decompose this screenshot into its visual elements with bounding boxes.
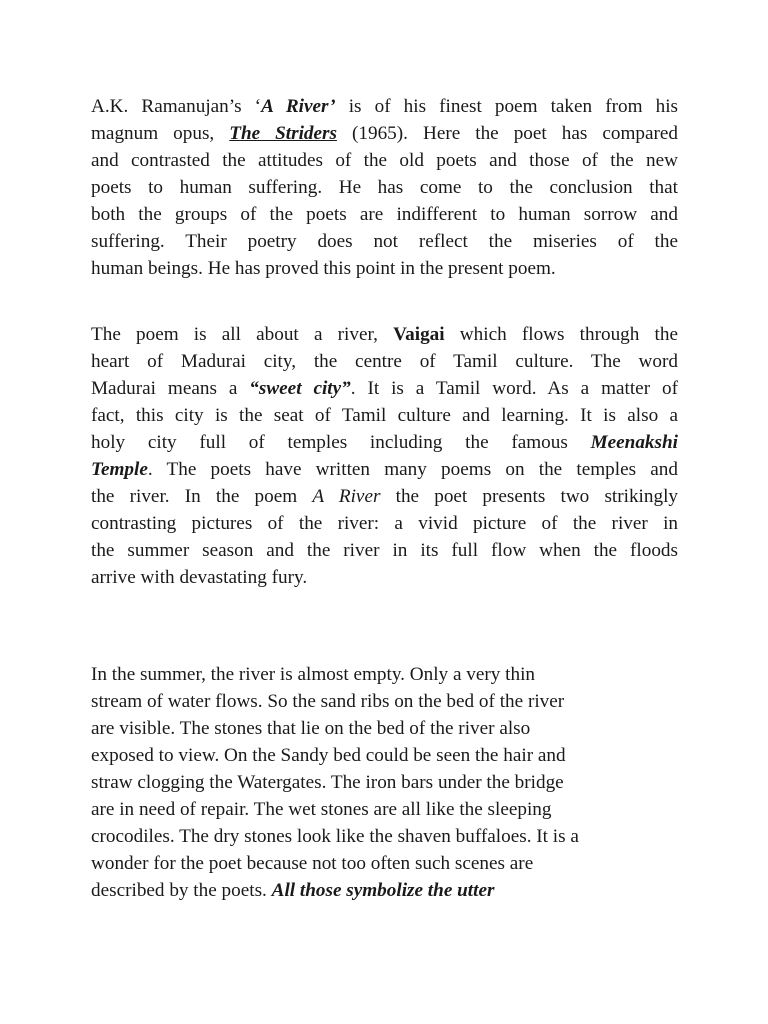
text-line <box>91 456 678 483</box>
text-line <box>91 483 678 510</box>
text-line <box>91 255 678 282</box>
text-line <box>91 321 678 348</box>
text-line <box>91 429 678 456</box>
text-line <box>91 402 678 429</box>
text-line <box>91 661 678 688</box>
text-run: . It is a Tamil word. As a matter of <box>350 378 678 399</box>
text-line <box>91 877 678 904</box>
emphasis-text: The Striders <box>229 123 337 144</box>
text-line <box>91 201 678 228</box>
text-run: suffering. Their poetry does not reflect the miseries of the <box>91 231 678 252</box>
text-line <box>91 564 678 591</box>
text-run: arrive with devastating fury. <box>91 567 308 588</box>
text-run: A.K. Ramanujan’s ‘ <box>91 96 262 117</box>
text-run: wonder for the poet because not too often such scenes are <box>91 853 534 874</box>
text-line <box>91 375 678 402</box>
text-line <box>91 850 678 877</box>
text-run: stream of water flows. So the sand ribs on the bed of the river <box>91 691 565 712</box>
text-line <box>91 769 678 796</box>
text-run: The poem is all about a river, <box>91 324 394 345</box>
text-line <box>91 823 678 850</box>
text-run: . The poets have written many poems on the temples and <box>147 459 678 480</box>
paragraph-summer-river <box>91 661 678 904</box>
text-line <box>91 228 678 255</box>
emphasis-text: Meenakshi <box>590 432 678 453</box>
text-line <box>91 348 678 375</box>
paragraph-vaigai-river <box>91 321 678 591</box>
text-run: the river. In the poem <box>91 486 313 507</box>
emphasis-text: Temple <box>91 459 148 480</box>
text-run: which flows through the <box>444 324 678 345</box>
text-run: holy city full of temples including the famous <box>91 432 591 453</box>
text-run: magnum opus, <box>91 123 230 144</box>
text-line <box>91 715 678 742</box>
text-line <box>91 93 678 120</box>
text-run: exposed to view. On the Sandy bed could be seen the hair and <box>91 745 566 766</box>
text-run: Madurai means a <box>91 378 250 399</box>
text-line <box>91 174 678 201</box>
text-run: are in need of repair. The wet stones are all like the sleeping <box>91 799 552 820</box>
text-run: (1965). Here the poet has compared <box>336 123 678 144</box>
emphasis-text: A River’ <box>261 96 336 117</box>
text-run: both the groups of the poets are indifferent to human sorrow and <box>91 204 678 225</box>
text-run: is of his finest poem taken from his <box>335 96 678 117</box>
emphasis-text: A River <box>312 486 381 507</box>
text-run: poets to human suffering. He has come to the conclusion that <box>91 177 678 198</box>
text-line <box>91 796 678 823</box>
text-line <box>91 510 678 537</box>
emphasis-text: “sweet city” <box>249 378 351 399</box>
text-run: In the summer, the river is almost empty. Only a very thin <box>91 664 536 685</box>
text-run: described by the poets. <box>91 880 272 901</box>
text-line <box>91 688 678 715</box>
text-line <box>91 742 678 769</box>
text-run: and contrasted the attitudes of the old poets and those of the new <box>91 150 678 171</box>
paragraph-intro <box>91 93 678 282</box>
text-run: the summer season and the river in its full flow when the floods <box>91 540 678 561</box>
text-run: the poet presents two strikingly <box>380 486 678 507</box>
text-run: crocodiles. The dry stones look like the shaven buffaloes. It is a <box>91 826 579 847</box>
text-line <box>91 120 678 147</box>
text-run: are visible. The stones that lie on the bed of the river also <box>91 718 531 739</box>
emphasis-text: All those symbolize the utter <box>271 880 495 901</box>
text-run: heart of Madurai city, the centre of Tamil culture. The word <box>91 351 678 372</box>
emphasis-text: Vaigai <box>393 324 445 345</box>
text-line <box>91 147 678 174</box>
text-line <box>91 537 678 564</box>
text-run: human beings. He has proved this point in the present poem. <box>91 258 556 279</box>
text-run: fact, this city is the seat of Tamil culture and learning. It is also a <box>91 405 678 426</box>
text-run: straw clogging the Watergates. The iron bars under the bridge <box>91 772 564 793</box>
text-run: contrasting pictures of the river: a vivid picture of the river in <box>91 513 678 534</box>
